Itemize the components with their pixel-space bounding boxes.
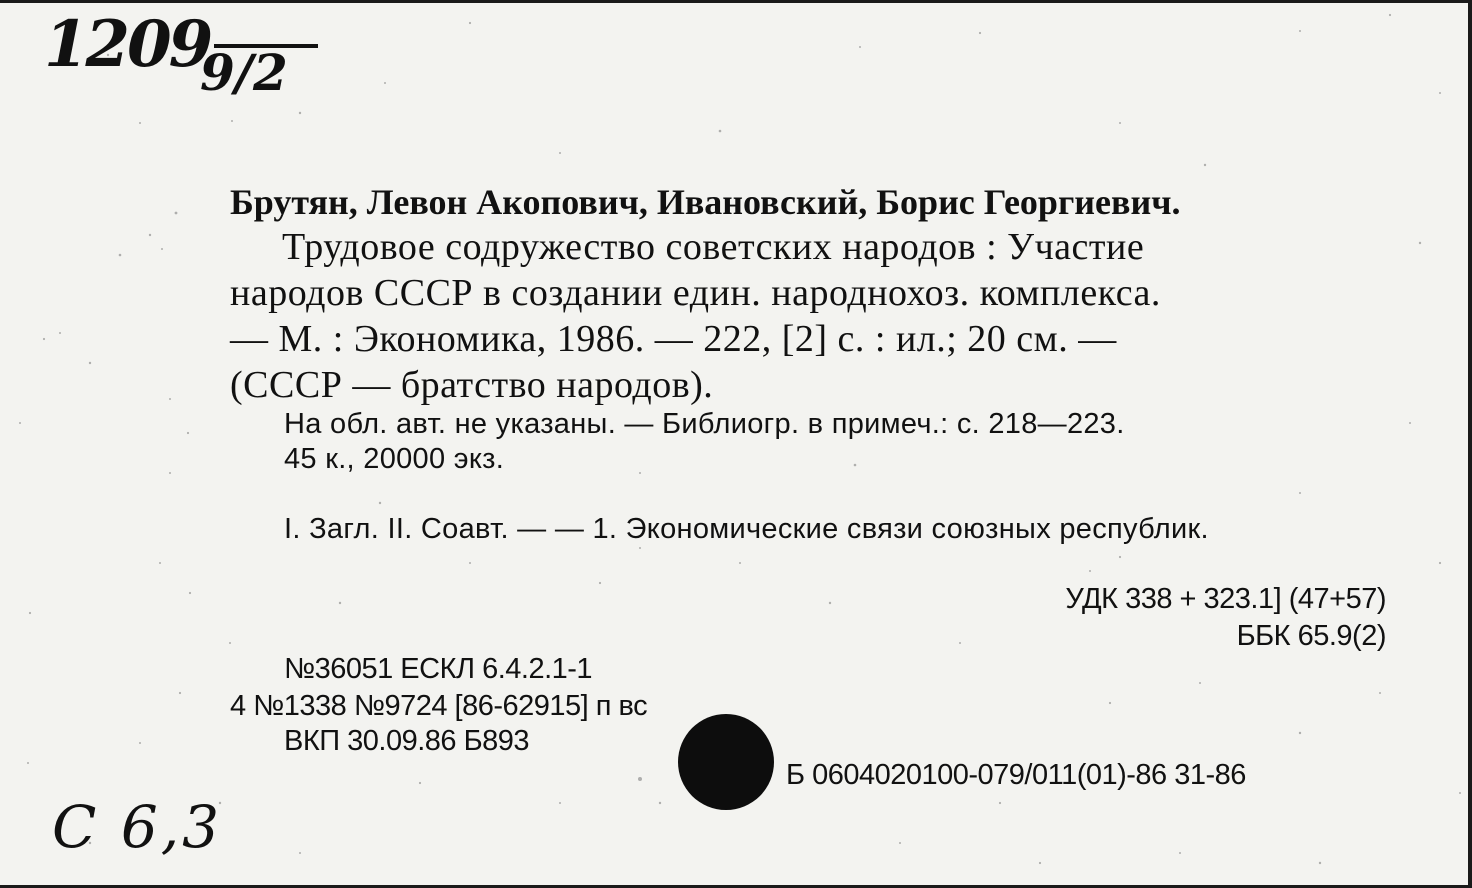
description-line: народов СССР в создании един. народнохоз. комплекса. [230,272,1161,314]
production-line: №36051 ЕСКЛ 6.4.2.1-1 [284,653,593,685]
bbk-index: ББК 65.9(2) [1236,620,1386,652]
udk-index: УДК 338 + 323.1] (47+57) [1065,583,1386,615]
tracings-line: I. Загл. II. Соавт. — — 1. Экономические связи союзных республик. [284,513,1209,545]
production-code: Б 0604020100-079/011(01)-86 31-86 [786,759,1246,791]
description-line: (СССР — братство народов). [230,364,714,406]
description-line: Трудовое содружество советских народов : Участие [282,226,1145,268]
description-line: — М. : Экономика, 1986. — 222, [2] с. : ил.; 20 см. — [230,318,1117,360]
handwritten-shelf-fraction: 9/2 [200,43,288,102]
handwritten-inventory-number: 1209 [44,7,211,82]
notes-line: На обл. авт. не указаны. — Библиогр. в примеч.: с. 218—223. [284,408,1125,440]
production-line: 4 №1338 №9724 [86-62915] п вс [230,690,648,722]
production-line: ВКП 30.09.86 Б893 [284,725,529,757]
entry-heading: Брутян, Левон Акопович, Ивановский, Борис Георгиевич. [230,182,1181,222]
notes-line: 45 к., 20000 экз. [284,443,505,475]
handwritten-shelf-code: C 6,3 [52,793,223,861]
punch-hole [678,714,774,810]
